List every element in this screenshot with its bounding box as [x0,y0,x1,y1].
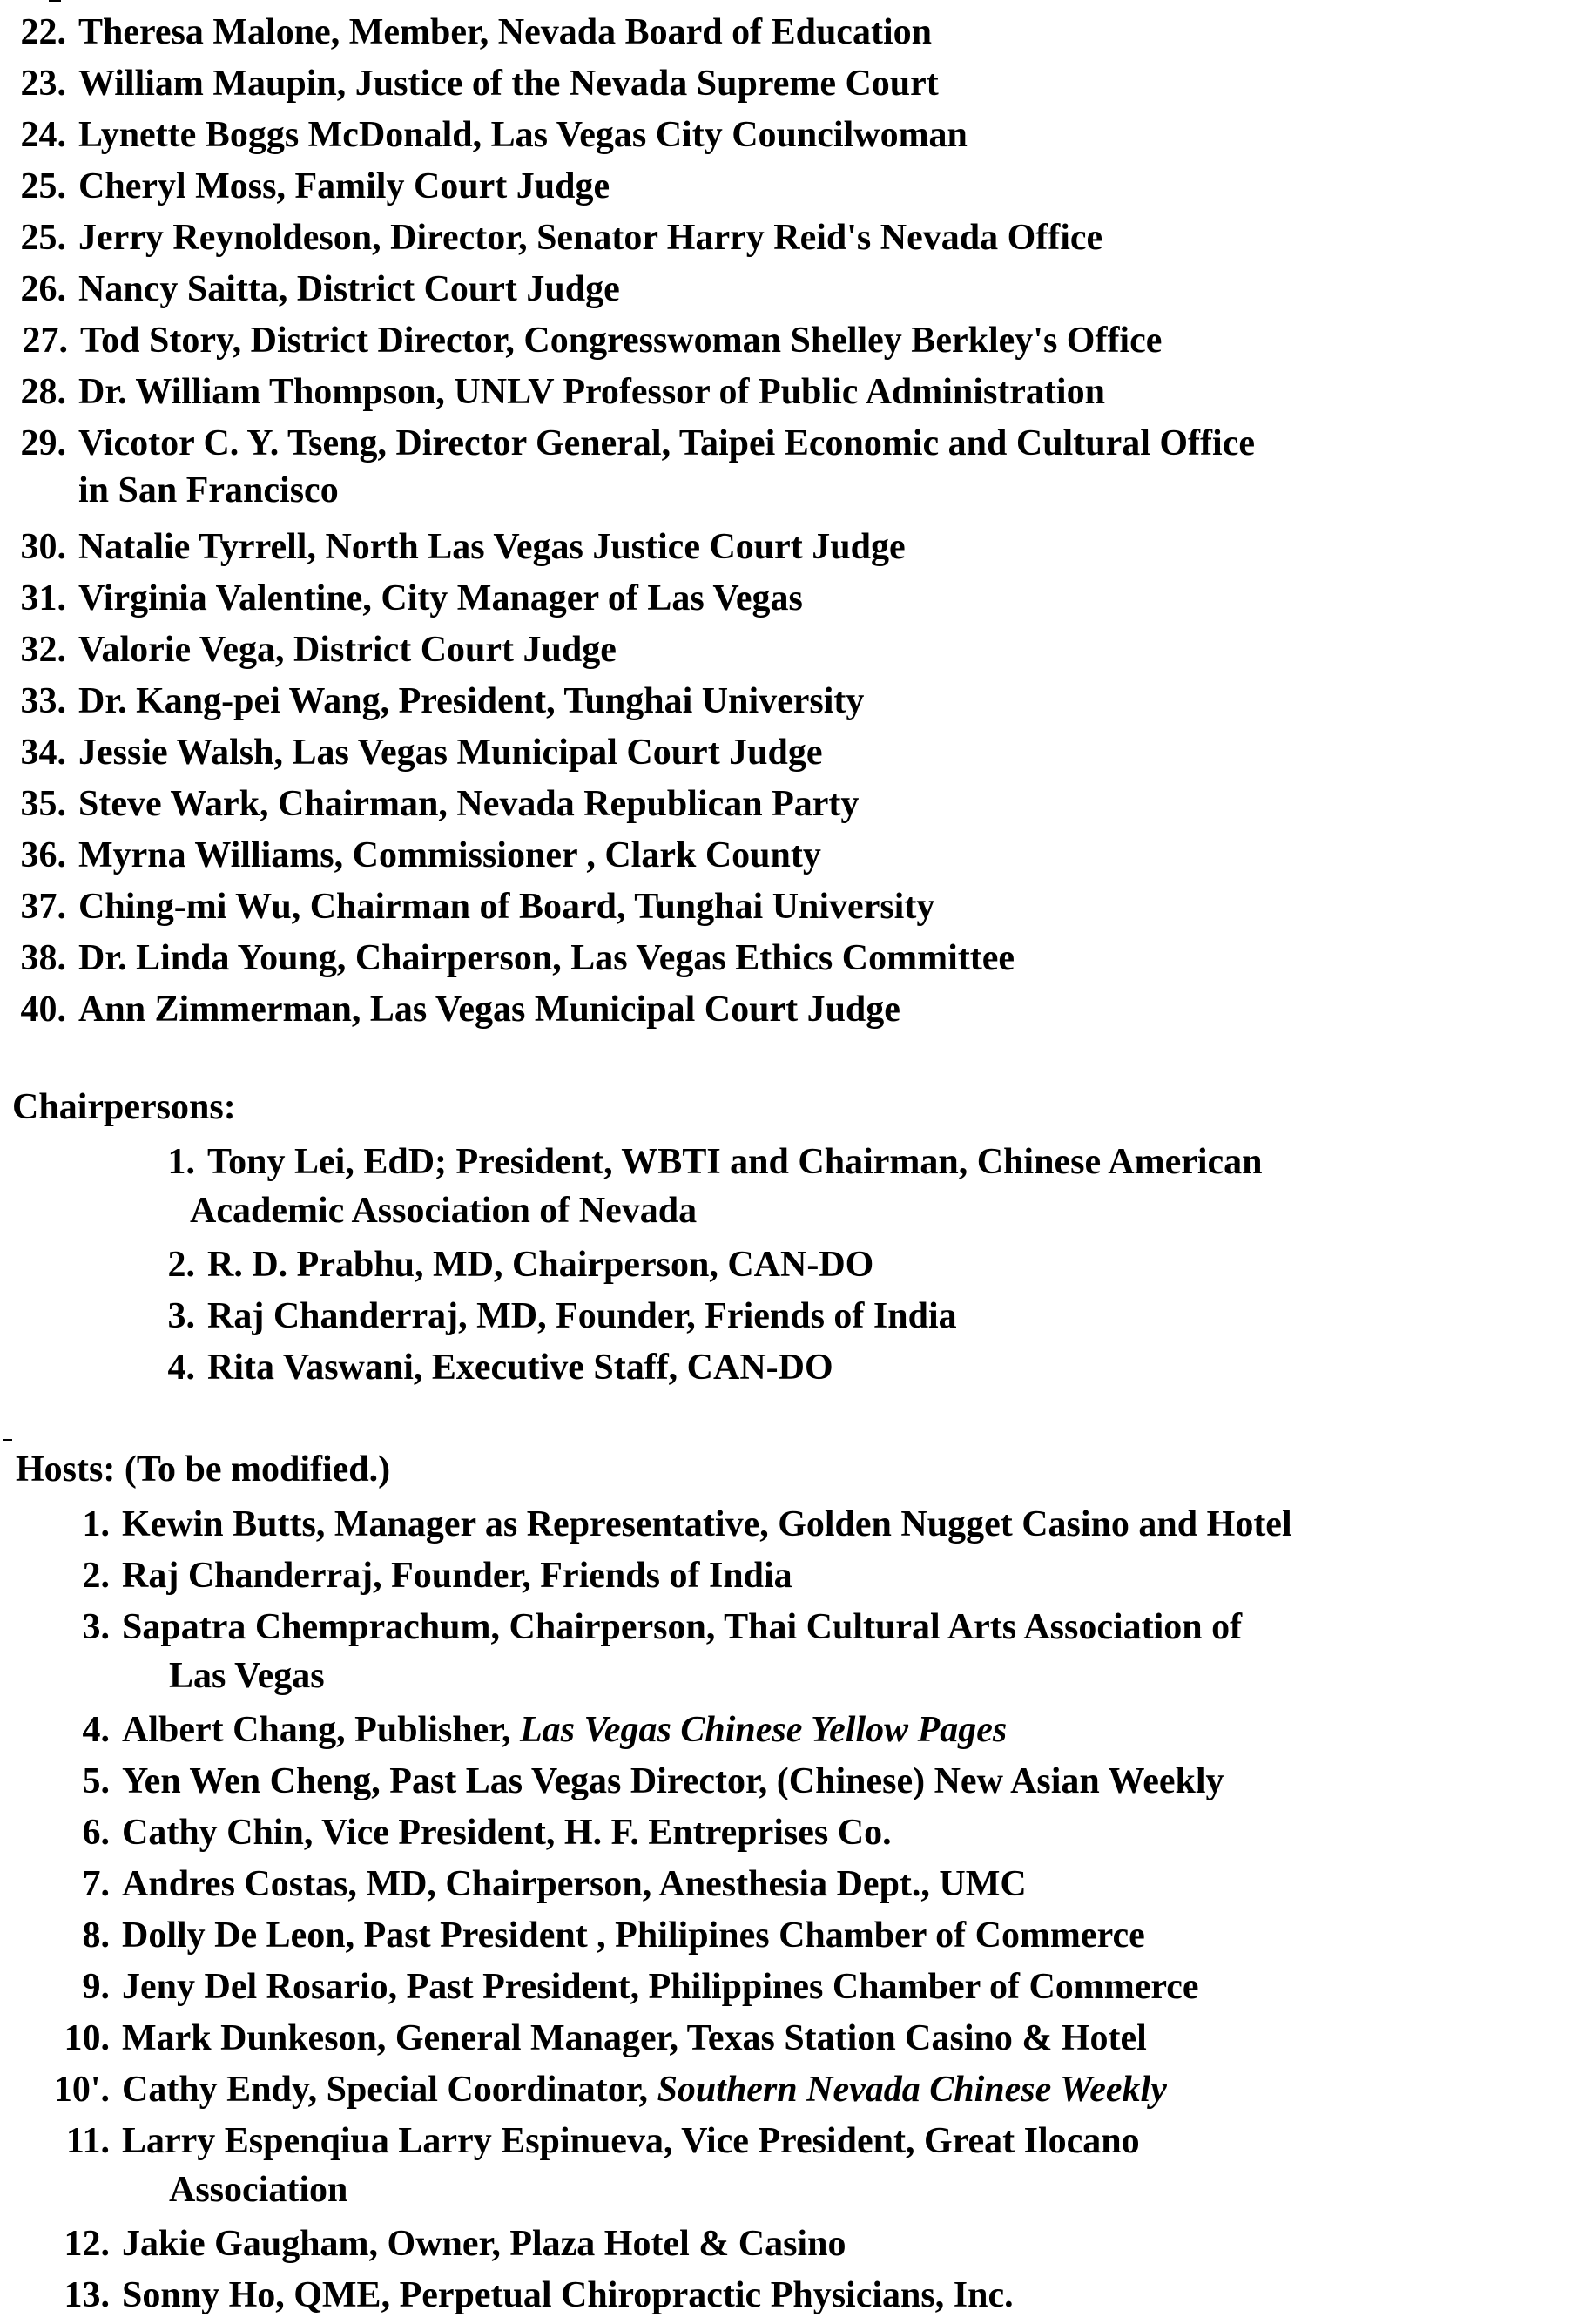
item-text: Albert Chang, Publisher, [122,1710,521,1750]
item-number: 9. [82,1967,110,2007]
item-number: 2. [167,1245,195,1285]
item-text: Virginia Valentine, City Manager of Las Vegas [78,578,803,618]
item-number: 13. [64,2275,110,2315]
item-text: Cathy Endy, Special Coordinator, [122,2070,657,2110]
list-item [35,1763,1224,1800]
item-number: 24. [20,115,66,155]
item-number: 37. [20,887,66,927]
list-item [35,1814,892,1851]
item-text: Sapatra Chemprachum, Chairperson, Thai Cultural Arts Association of [122,1607,1243,1647]
item-text: Theresa Malone, Member, Nevada Board of Education [78,12,932,52]
list-item-continuation [169,2172,347,2208]
hosts-scan-mark [3,1439,12,1441]
item-text: Dr. Linda Young, Chairperson, Las Vegas Ethics Committee [78,938,1015,978]
item-number: 33. [20,681,66,721]
item-number: 4. [167,1348,195,1388]
hosts-heading: Hosts: (To be modified.) [16,1449,391,1490]
item-text: William Maupin, Justice of the Nevada Supreme Court [78,64,939,104]
list-item [35,1506,1292,1543]
item-text: Sonny Ho, QME, Perpetual Chiropractic Physicians, Inc. [122,2275,1014,2315]
item-text: Mark Dunkeson, General Manager, Texas Station Casino & Hotel [122,2018,1147,2058]
list-item [35,1609,1242,1645]
item-text: Dr. William Thompson, UNLV Professor of Public Administration [78,372,1105,412]
list-item [0,425,1255,462]
list-item [129,1246,873,1283]
item-number: 22. [20,12,66,52]
list-item [0,734,823,771]
item-number: 8. [82,1915,110,1956]
item-number: 10'. [53,2070,110,2110]
list-item [129,1144,1263,1180]
list-item [0,220,1102,256]
list-item [0,168,610,205]
list-item [129,1349,833,1386]
list-item [129,1298,957,1334]
item-text: Lynette Boggs McDonald, Las Vegas City Councilwoman [78,115,968,155]
item-number: 11. [65,2121,110,2161]
list-item-continuation [0,472,339,509]
item-text: Rita Vaswani, Executive Staff, CAN-DO [207,1348,833,1388]
list-item [2,322,1162,359]
item-text: Ching-mi Wu, Chairman of Board, Tunghai University [78,887,935,927]
item-text: Tony Lei, EdD; President, WBTI and Chairman, Chinese American [207,1142,1263,1182]
list-item [0,580,803,617]
item-number: 3. [167,1296,195,1336]
item-text: Association [169,2170,348,2210]
item-number: 10. [64,2018,110,2058]
item-text: Ann Zimmerman, Las Vegas Municipal Court Judge [78,990,900,1030]
item-text: Yen Wen Cheng, Past Las Vegas Director, (Chinese) New Asian Weekly [122,1761,1224,1801]
item-text: Tod Story, District Director, Congresswoman Shelley Berkley's Office [80,321,1163,361]
item-number: 28. [20,372,66,412]
item-number: 34. [20,733,66,773]
list-item [0,65,939,102]
publication-title: Las Vegas Chinese Yellow Pages [520,1710,1008,1750]
list-item [0,117,968,153]
item-number: 3. [82,1607,110,1647]
publication-title: Southern Nevada Chinese Weekly [657,2070,1167,2110]
item-text: Steve Wark, Chairman, Nevada Republican Party [78,784,860,824]
list-item [35,2277,1014,2314]
item-text: Academic Association of Nevada [190,1191,698,1231]
list-item [35,1969,1199,2005]
item-number: 31. [20,578,66,618]
list-item [0,837,821,874]
list-item [0,786,859,822]
list-item [0,529,906,565]
list-item [0,888,934,925]
list-item [35,2123,1140,2159]
item-text: in San Francisco [78,470,339,510]
item-text: Raj Chanderraj, Founder, Friends of India [122,1556,792,1596]
item-text: Myrna Williams, Commissioner , Clark County [78,835,821,875]
item-number: 12. [64,2224,110,2264]
list-item [0,271,620,307]
item-text: Valorie Vega, District Court Judge [78,630,617,670]
item-text: Las Vegas [169,1656,325,1696]
item-text: Dr. Kang-pei Wang, President, Tunghai University [78,681,865,721]
item-number: 4. [82,1710,110,1750]
chairpersons-heading: Chairpersons: [12,1087,236,1127]
item-number: 38. [20,938,66,978]
item-number: 25. [20,218,66,258]
item-number: 23. [20,64,66,104]
item-text: Jerry Reynoldeson, Director, Senator Harry Reid's Nevada Office [78,218,1103,258]
list-item [35,2226,846,2262]
item-number: 1. [82,1504,110,1544]
list-item [0,14,932,51]
item-text: Jessie Walsh, Las Vegas Municipal Court Judge [78,733,823,773]
item-text: Nancy Saitta, District Court Judge [78,269,620,309]
item-number: 26. [20,269,66,309]
list-item [35,2020,1147,2057]
list-item [0,940,1015,976]
item-number: 40. [20,990,66,1030]
item-number: 36. [20,835,66,875]
item-number: 2. [82,1556,110,1596]
item-number: 25. [20,166,66,206]
list-item-continuation [169,1658,325,1694]
item-text: Jakie Gaugham, Owner, Plaza Hotel & Casino [122,2224,846,2264]
list-item [0,632,617,668]
list-item [0,683,864,719]
list-item [35,1712,1007,1748]
item-number: 5. [82,1761,110,1801]
item-text: Raj Chanderraj, MD, Founder, Friends of India [207,1296,957,1336]
list-item [0,374,1105,410]
item-text: R. D. Prabhu, MD, Chairperson, CAN-DO [207,1245,874,1285]
list-item [35,2071,1167,2108]
item-text: Kewin Butts, Manager as Representative, Golden Nugget Casino and Hotel [122,1504,1292,1544]
item-number: 30. [20,527,66,567]
item-number: 6. [82,1813,110,1853]
item-number: 29. [20,423,66,463]
item-text: Larry Espenqiua Larry Espinueva, Vice President, Great Ilocano [122,2121,1140,2161]
item-text: Jeny Del Rosario, Past President, Philippines Chamber of Commerce [122,1967,1199,2007]
list-item [35,1866,1027,1902]
item-text: Cathy Chin, Vice President, H. F. Entreprises Co. [122,1813,892,1853]
list-item-continuation [190,1192,697,1229]
item-number: 32. [20,630,66,670]
list-item [35,1917,1145,1954]
item-text: Dolly De Leon, Past President , Philipines Chamber of Commerce [122,1915,1145,1956]
item-number: 27. [22,321,68,361]
top-scan-mark [49,0,61,2]
list-item [35,1557,792,1594]
item-number: 1. [167,1142,195,1182]
item-text: Andres Costas, MD, Chairperson, Anesthesia Dept., UMC [122,1864,1027,1904]
item-text: Natalie Tyrrell, North Las Vegas Justice Court Judge [78,527,906,567]
item-text: Cheryl Moss, Family Court Judge [78,166,610,206]
item-number: 35. [20,784,66,824]
item-number: 7. [82,1864,110,1904]
item-text: Vicotor C. Y. Tseng, Director General, Taipei Economic and Cultural Office [78,423,1255,463]
list-item [0,991,900,1028]
